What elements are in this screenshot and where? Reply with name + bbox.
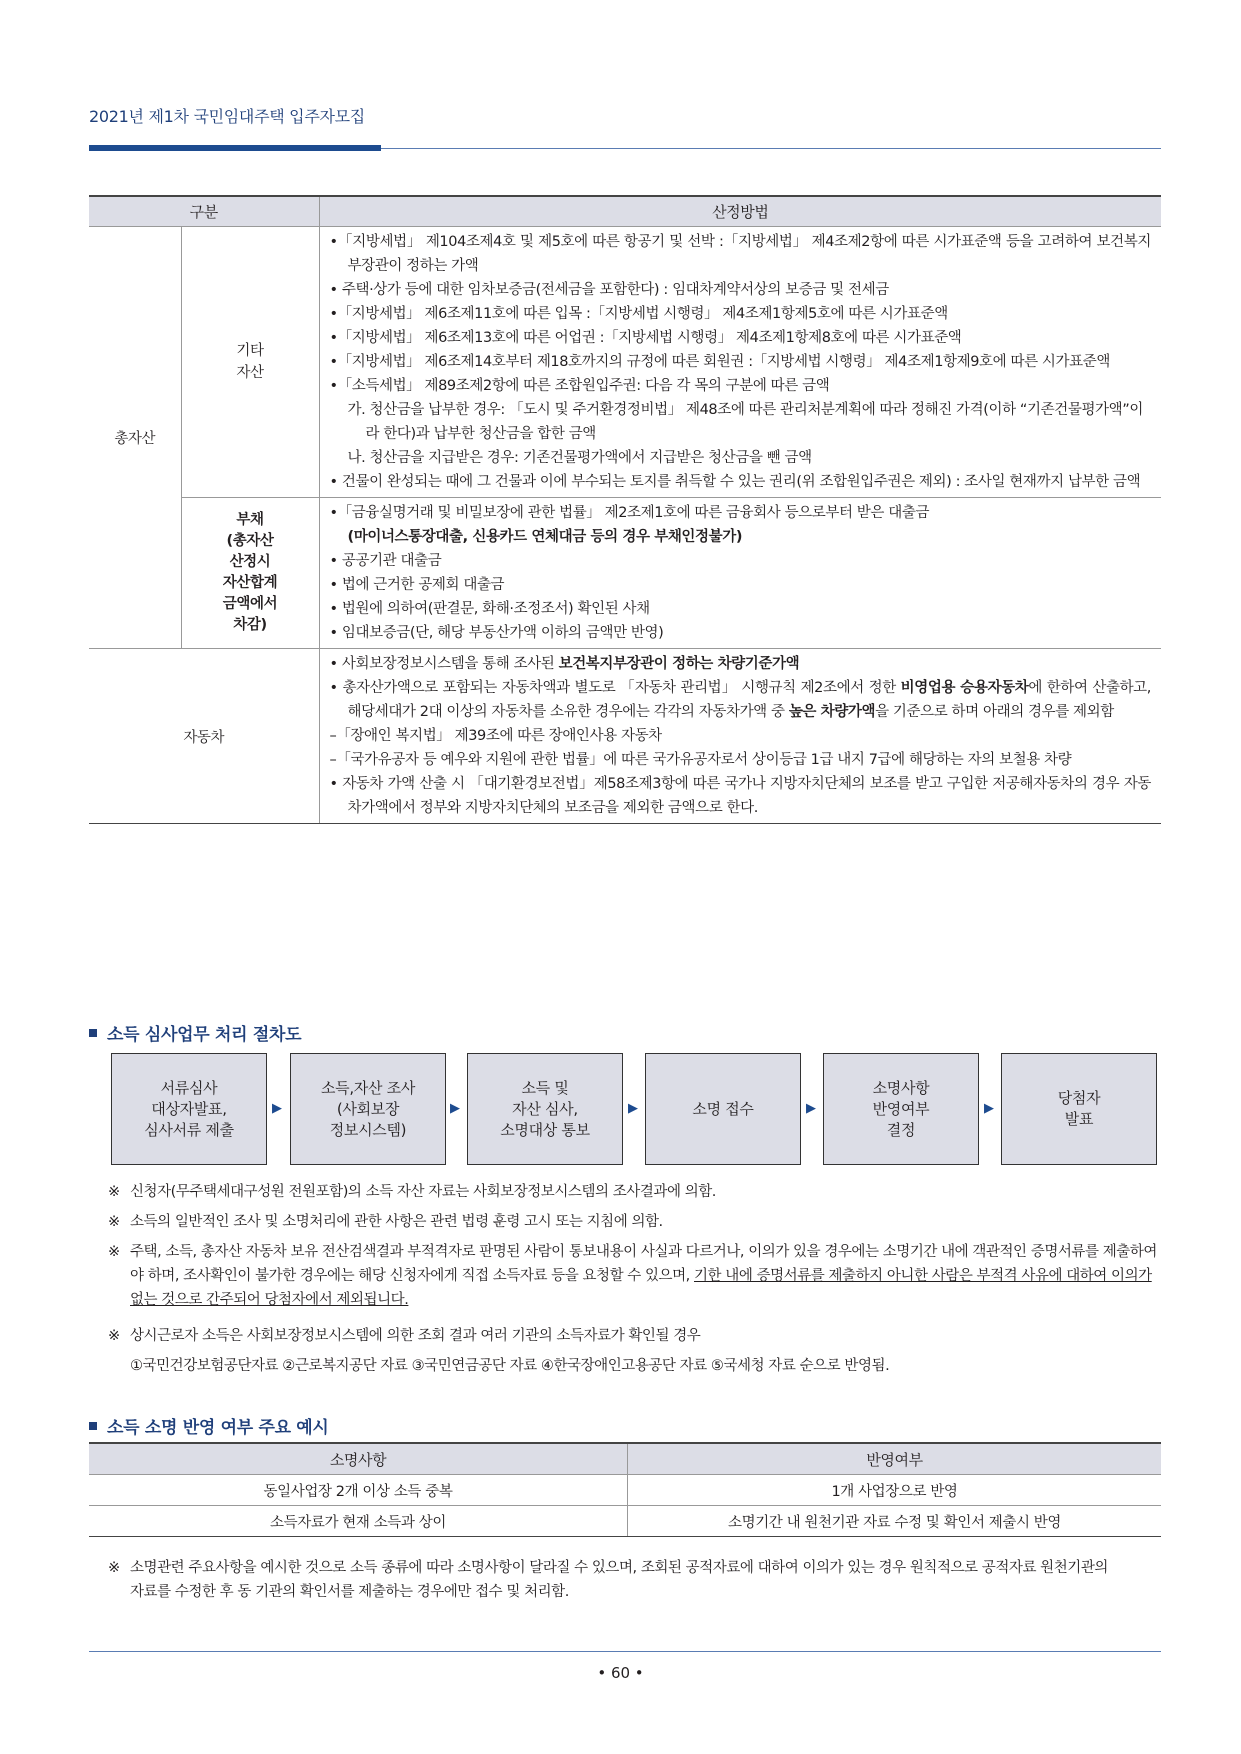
flow-step-6: 당첨자 발표 (1001, 1053, 1157, 1165)
list-subitem: 가. 청산금을 납부한 경우: 「도시 및 주거환경정비법」 제48조에 따른 관리처분계획에 따라 정해진 가격(이하 “기존건물평가액”이라 한다)과 납부한 청산금을 합한 금액 (347, 402, 1143, 442)
list-item: • 공공기관 대출금 (329, 553, 442, 569)
list-item: •「지방세법」 제6조제11호에 따른 입목 :「지방세법 시행령」 제4조제1항제5호에 따른 시가표준액 (329, 306, 948, 322)
row-label-other-assets: 기타 자산 (181, 227, 319, 498)
triangle-right-icon: ▶ (272, 1101, 282, 1116)
examples-table (89, 1442, 1161, 1537)
debt-content (319, 498, 1161, 649)
asset-calculation-table (89, 195, 1161, 824)
list-item: • 임대보증금(단, 해당 부동산가액 이하의 금액만 반영) (329, 625, 664, 641)
note-2: ※ 소득의 일반적인 조사 및 소명처리에 관한 사항은 관련 법령 훈령 고시 또는 지침에 의함. (108, 1214, 663, 1230)
list-item: •「소득세법」 제89조제2항에 따른 조합원입주권: 다음 각 목의 구분에 따른 금액 (329, 378, 830, 394)
flow-step-5: 소명사항 반영여부 결정 (823, 1053, 979, 1165)
square-bullet-icon (89, 1422, 97, 1430)
note-examples: ※ 소명관련 주요사항을 예시한 것으로 소득 종류에 따라 소명사항이 달라질 수 있으며, 조회된 공적자료에 대하여 이의가 있는 경우 원칙적으로 공적자료 원천기관의 자료를 수정한 후 동 기관의 확인서를 제출하는 경우에만 접수 및 처리함. (108, 1560, 1108, 1600)
list-item: • 자동차 가액 산출 시 「대기환경보전법」제58조제3항에 따른 국가나 지방자치단체의 보조를 받고 구입한 저공해자동차의 경우 자동차가액에서 정부와 지방자치단체의 보조금을 제외한 금액으로 한다. (329, 776, 1151, 816)
column-header-item: 소명사항 (89, 1443, 628, 1475)
table-row: 소득자료가 현재 소득과 상이 소명기간 내 원천기관 자료 수정 및 확인서 제출시 반영 (89, 1506, 1161, 1537)
list-item: –「장애인 복지법」 제39조에 따른 장애인사용 자동차 (329, 728, 662, 744)
list-item: •「지방세법」 제104조제4호 및 제5호에 따른 항공기 및 선박 :「지방세법」 제4조제2항에 따른 시가표준액 등을 고려하여 보건복지부장관이 정하는 가액 (329, 234, 1151, 274)
triangle-right-icon: ▶ (984, 1101, 994, 1116)
car-content (319, 649, 1161, 824)
section-title-examples: 소득 소명 반영 여부 주요 예시 (89, 1413, 329, 1438)
flow-step-3: 소득 및 자산 심사, 소명대상 통보 (467, 1053, 623, 1165)
list-item: –「국가유공자 등 예우와 지원에 관한 법률」에 따른 국가유공자로서 상이등급 1급 내지 7급에 해당하는 자의 보철용 차량 (329, 752, 1072, 768)
square-bullet-icon (89, 1029, 97, 1037)
list-item: • 사회보장정보시스템을 통해 조사된 보건복지부장관이 정하는 차량기준가액 (329, 656, 800, 672)
page-number: • 60 • (597, 1664, 644, 1682)
header-rule-thin (381, 148, 1161, 149)
header-rule-thick (89, 145, 381, 151)
other-assets-content (319, 227, 1161, 498)
flow-step-1: 서류심사 대상자발표, 심사서류 제출 (111, 1053, 267, 1165)
list-item: • 주택·상가 등에 대한 임차보증금(전세금을 포함한다) : 임대차계약서상의 보증금 및 전세금 (329, 282, 889, 298)
note-4: ※ 상시근로자 소득은 사회보장정보시스템에 의한 조회 결과 여러 기관의 소득자료가 확인될 경우 ①국민건강보험공단자료 ②근로복지공단 자료 ③국민연금공단 자료 ④한국장애인고용공단 자료 ⑤국세청 자료 순으로 반영됨. (108, 1328, 890, 1374)
note-1: ※ 신청자(무주택세대구성원 전원포함)의 소득 자산 자료는 사회보장정보시스템의 조사결과에 의함. (108, 1184, 716, 1200)
footer-rule (89, 1651, 1161, 1652)
list-subitem: 나. 청산금을 지급받은 경우: 기존건물평가액에서 지급받은 청산금을 뺀 금액 (347, 450, 812, 466)
triangle-right-icon: ▶ (628, 1101, 638, 1116)
document-header-title: 2021년 제1차 국민임대주택 입주자모집 (89, 107, 365, 126)
row-label-car: 자동차 (89, 649, 319, 824)
triangle-right-icon: ▶ (806, 1101, 816, 1116)
column-header-reflection: 반영여부 (628, 1443, 1162, 1475)
list-item: •「금융실명거래 및 비밀보장에 관한 법률」 제2조제1호에 따른 금융회사 등으로부터 받은 대출금 (329, 505, 930, 521)
list-item: • 총자산가액으로 포함되는 자동차액과 별도로 「자동차 관리법」 시행규칙 제2조에서 정한 비영업용 승용자동차에 한하여 산출하고, 해당세대가 2대 이상의 자동차를 소유한 경우에는 각각의 자동차가액 중 높은 차량가액을 기준으로 하며 아래의 경우를 제외함 (329, 680, 1151, 720)
list-item-bold: (마이너스통장대출, 신용카드 연체대금 등의 경우 부채인정불가) (347, 529, 743, 545)
row-label-debt: 부채 (총자산 산정시 자산합계 금액에서 차감) (181, 498, 319, 649)
column-header-method: 산정방법 (319, 196, 1161, 227)
table-row: 동일사업장 2개 이상 소득 중복 1개 사업장으로 반영 (89, 1475, 1161, 1506)
list-item: • 건물이 완성되는 때에 그 건물과 이에 부수되는 토지를 취득할 수 있는 권리(위 조합원입주권은 제외) : 조사일 현재까지 납부한 금액 (329, 474, 1141, 490)
triangle-right-icon: ▶ (450, 1101, 460, 1116)
flow-step-4: 소명 접수 (645, 1053, 801, 1165)
flow-step-2: 소득,자산 조사 (사회보장 정보시스템) (290, 1053, 446, 1165)
note-3: ※ 주택, 소득, 총자산 자동차 보유 전산검색결과 부적격자로 판명된 사람이 통보내용이 사실과 다르거나, 이의가 있을 경우에는 소명기간 내에 객관적인 증명서류를 제출하여야 하며, 조사확인이 불가한 경우에는 해당 신청자에게 직접 소득자료 등을 요청할 수 있으며, 기한 내에 증명서류를 제출하지 아니한 사람은 부적격 사유에 대하여 이의가 없는 것으로 간주되어 당첨자에서 제외됩니다. (108, 1244, 1157, 1308)
list-item: • 법에 근거한 공제회 대출금 (329, 577, 505, 593)
list-item: • 법원에 의하여(판결문, 화해·조정조서) 확인된 사채 (329, 601, 650, 617)
list-item: •「지방세법」 제6조제14호부터 제18호까지의 규정에 따른 회원권 :「지방세법 시행령」 제4조제1항제9호에 따른 시가표준액 (329, 354, 1110, 370)
list-item: •「지방세법」 제6조제13호에 따른 어업권 :「지방세법 시행령」 제4조제1항제8호에 따른 시가표준액 (329, 330, 962, 346)
section-title-procedure: 소득 심사업무 처리 절차도 (89, 1020, 301, 1045)
row-label-total-assets: 총자산 (89, 227, 181, 649)
column-header-gubun: 구분 (89, 196, 319, 227)
